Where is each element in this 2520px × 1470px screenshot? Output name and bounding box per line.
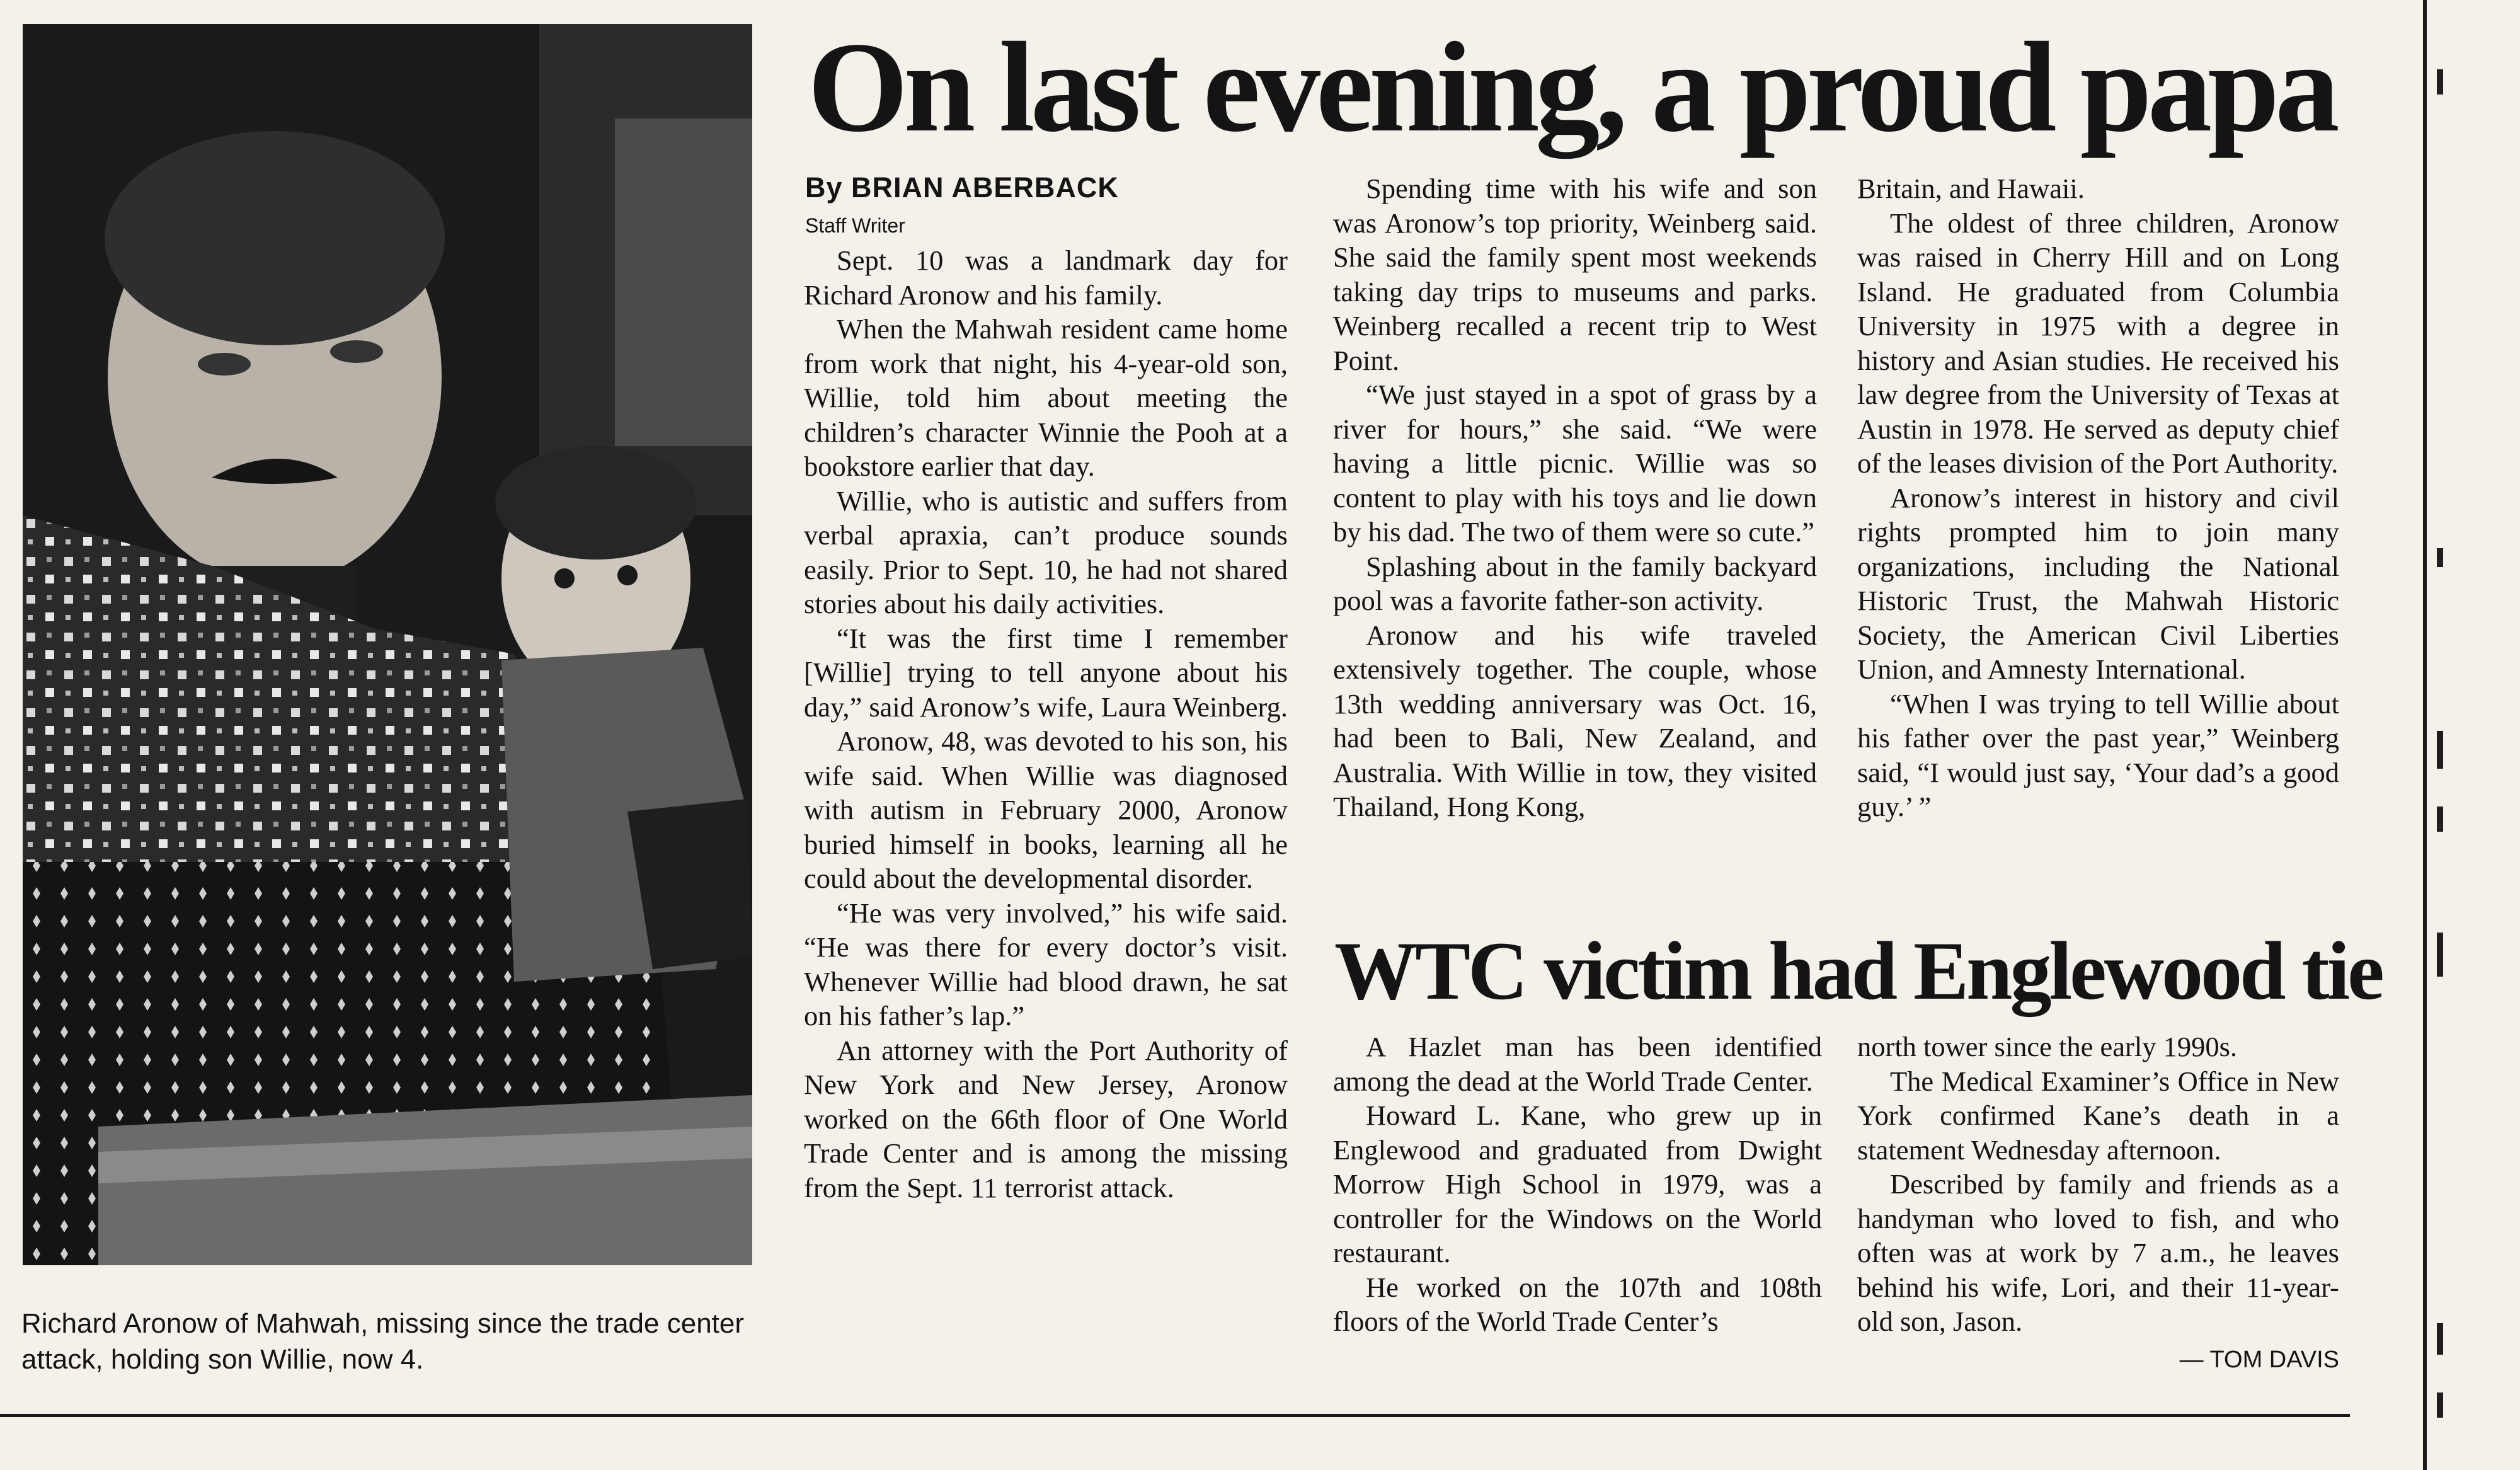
paragraph: Splashing about in the family backyard pool was a favorite father-son activity. — [1333, 550, 1817, 616]
paragraph: Spending time with his wife and son was Aronow’s top priority, Weinberg said. She said the family spent most weekends taking day trips to museums and parks. Weinberg recalled a recent trip to West Point. — [1333, 173, 1817, 376]
paragraph: A Hazlet man has been identified among the dead at the World Trade Center. — [1333, 1031, 1822, 1097]
paragraph: “When I was trying to tell Willie about his father over the past year,” Weinberg said, “I would just say, ‘Your dad’s a good guy.’ ” — [1857, 687, 2339, 822]
second-article-column-2 — [1857, 1030, 2339, 1377]
paragraph: He worked on the 107th and 108th floors of the World Trade Center’s — [1333, 1271, 1822, 1337]
paragraph: Sept. 10 was a landmark day for Richard Aronow and his family. — [804, 244, 1288, 311]
second-article-headline: WTC victim had Englewood tie — [1334, 924, 2382, 1017]
paragraph: “He was very involved,” his wife said. “He was there for every doctor’s visit. Whenever Willie had blood drawn, he sat on his father’s lap.” — [804, 897, 1288, 1031]
paragraph: Willie, who is autistic and suffers from verbal apraxia, can’t produce sounds easily. Prior to Sept. 10, he had not shared stories about his daily activities. — [804, 485, 1288, 619]
article-column-1 — [804, 243, 1288, 1205]
byline: By BRIAN ABERBACK — [805, 171, 1119, 204]
photo-father-and-son-image — [23, 24, 752, 1265]
page-edge-rule — [2423, 0, 2427, 1470]
second-article-column-1 — [1333, 1030, 1822, 1339]
paragraph: “We just stayed in a spot of grass by a river for hours,” she said. “We were having a little picnic. Willie was so content to play with his toys and lie down by his dad. The two of them were so cute.” — [1333, 379, 1817, 548]
paragraph: The oldest of three children, Aronow was raised in Cherry Hill and on Long Island. He graduated from Columbia University in 1975 with a degree in history and Asian studies. He received his law degree from the University of Texas at Austin in 1978. He served as deputy chief of the leases division of the Port Authority. — [1857, 207, 2339, 479]
article-column-3 — [1857, 171, 2339, 824]
paragraph: “It was the first time I remember [Willie] trying to tell anyone about his day,” said Aronow’s wife, Laura Weinberg. — [804, 622, 1288, 723]
photo-caption: Richard Aronow of Mahwah, missing since the trade center attack, holding son Willie, now 4. — [21, 1308, 745, 1375]
paragraph: The Medical Examiner’s Office in New York confirmed Kane’s death in a statement Wednesday afternoon. — [1857, 1065, 2339, 1166]
bottom-divider — [0, 1414, 2350, 1417]
paragraph: Britain, and Hawaii. — [1857, 173, 2085, 204]
paragraph: Aronow and his wife traveled extensively together. The couple, whose 13th wedding anniversary was Oct. 16, had been to Bali, New Zealand, and Australia. With Willie in tow, they visited Thailand, Hong Kong, — [1333, 619, 1817, 822]
paragraph: When the Mahwah resident came home from work that night, his 4-year-old son, Willie, told him about meeting the children’s character Winnie the Pooh at a bookstore earlier that day. — [804, 313, 1288, 482]
article-column-2 — [1333, 171, 1817, 824]
paragraph: An attorney with the Port Authority of New York and New Jersey, Aronow worked on the 66th floor of One World Trade Center and is among the missing from the Sept. 11 terrorist attack. — [804, 1034, 1288, 1203]
paragraph: Aronow, 48, was devoted to his son, his wife said. When Willie was diagnosed with autism in February 2000, Aronow buried himself in books, learning all he could about the developmental disorder. — [804, 725, 1288, 894]
paragraph: Howard L. Kane, who grew up in Englewood and graduated from Dwight Morrow High School in 1979, was a controller for the Windows on the World restaurant. — [1333, 1100, 1822, 1268]
signoff: — TOM DAVIS — [2179, 1346, 2339, 1373]
article-photo — [23, 24, 752, 1265]
paragraph: Described by family and friends as a handyman who loved to fish, and who often was at work by 7 a.m., he leaves behind his wife, Lori, and their 11-year-old son, Jason. — [1857, 1168, 2339, 1337]
article-headline: On last evening, a proud papa — [808, 16, 2335, 159]
paragraph: north tower since the early 1990s. — [1857, 1031, 2238, 1062]
byline-title: Staff Writer — [805, 214, 905, 237]
paragraph: Aronow’s interest in history and civil rights prompted him to join many organizations, including the National Historic Trust, the Mahwah Historic Society, the American Civil Liberties Union, and Amnesty International. — [1857, 481, 2339, 685]
